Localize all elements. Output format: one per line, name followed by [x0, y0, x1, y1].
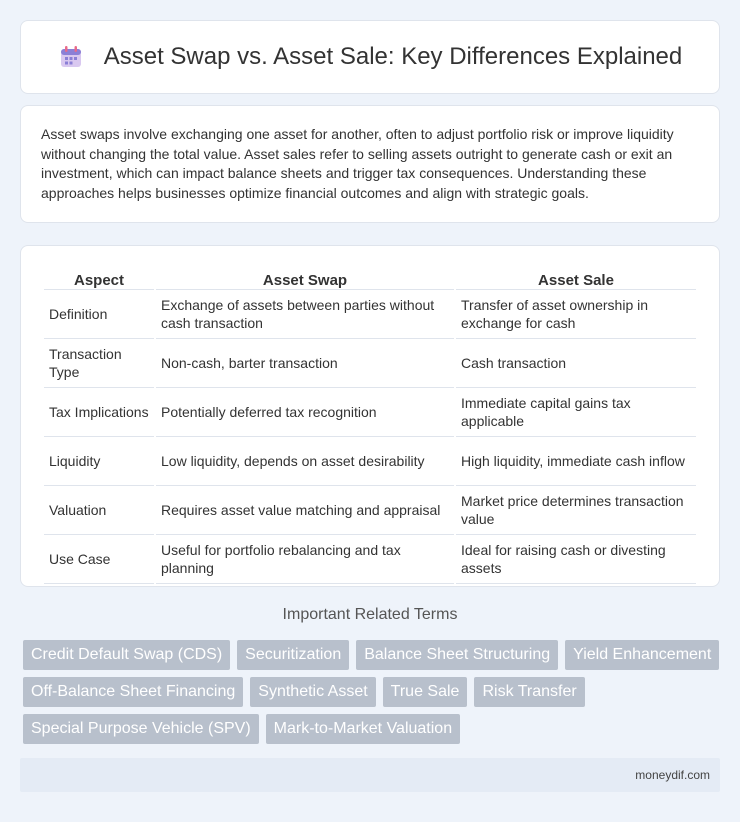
table-cell-aspect: Use Case: [44, 535, 154, 584]
title-card: [20, 20, 720, 94]
table-cell-asset-sale: High liquidity, immediate cash inflow: [456, 437, 696, 486]
comparison-table: [42, 266, 698, 584]
table-cell-asset-swap: Exchange of assets between parties without cash transaction: [156, 290, 454, 339]
table-cell-aspect: Definition: [44, 290, 154, 339]
table-row: [44, 388, 696, 437]
tag-risk-transfer[interactable]: Risk Transfer: [474, 677, 584, 707]
table-cell-asset-swap: Low liquidity, depends on asset desirability: [156, 437, 454, 486]
table-row: [44, 535, 696, 584]
table-cell-asset-swap: Useful for portfolio rebalancing and tax planning: [156, 535, 454, 584]
table-row: [44, 290, 696, 339]
tag-special-purpose-vehicle[interactable]: Special Purpose Vehicle (SPV): [23, 714, 259, 744]
table-cell-asset-sale: Immediate capital gains tax applicable: [456, 388, 696, 437]
table-cell-asset-swap: Non-cash, barter transaction: [156, 339, 454, 388]
table-cell-asset-sale: Ideal for raising cash or divesting assets: [456, 535, 696, 584]
table-row: [44, 437, 696, 486]
table-header-row: [44, 266, 696, 290]
footer-site-link[interactable]: moneydif.com: [635, 768, 710, 782]
table-cell-asset-swap: Requires asset value matching and appraisal: [156, 486, 454, 535]
related-terms-tags: [23, 640, 723, 744]
table-row: [44, 339, 696, 388]
tag-synthetic-asset[interactable]: Synthetic Asset: [250, 677, 375, 707]
tag-yield-enhancement[interactable]: Yield Enhancement: [565, 640, 719, 670]
table-cell-asset-sale: Transfer of asset ownership in exchange for cash: [456, 290, 696, 339]
comparison-table-card: [20, 245, 720, 587]
table-row: [44, 486, 696, 535]
header-asset-sale: Asset Sale: [456, 266, 696, 290]
table-cell-aspect: Transaction Type: [44, 339, 154, 388]
tag-mark-to-market-valuation[interactable]: Mark-to-Market Valuation: [266, 714, 460, 744]
table-cell-asset-sale: Cash transaction: [456, 339, 696, 388]
tag-credit-default-swap[interactable]: Credit Default Swap (CDS): [23, 640, 230, 670]
tag-off-balance-sheet-financing[interactable]: Off-Balance Sheet Financing: [23, 677, 243, 707]
header-asset-swap: Asset Swap: [156, 266, 454, 290]
calendar-icon: [58, 44, 84, 70]
intro-card: [20, 105, 720, 223]
table-cell-aspect: Valuation: [44, 486, 154, 535]
related-terms-heading: Important Related Terms: [282, 606, 458, 623]
footer: [20, 758, 720, 792]
table-cell-aspect: Liquidity: [44, 437, 154, 486]
intro-text: Asset swaps involve exchanging one asset for another, often to adjust portfolio risk or improve liquidity without changing the total value. Asset sales refer to selling assets outright to generate cash or exit an investment, which can impact balance sheets and trigger tax consequences. Understanding these approaches helps businesses optimize financial outcomes and align with strategic goals.: [41, 126, 674, 201]
tag-balance-sheet-structuring[interactable]: Balance Sheet Structuring: [356, 640, 558, 670]
header-aspect: Aspect: [44, 266, 154, 290]
page-title: Asset Swap vs. Asset Sale: Key Differences Explained: [103, 43, 683, 70]
tag-securitization[interactable]: Securitization: [237, 640, 349, 670]
tag-true-sale[interactable]: True Sale: [383, 677, 468, 707]
table-cell-asset-sale: Market price determines transaction value: [456, 486, 696, 535]
table-cell-aspect: Tax Implications: [44, 388, 154, 437]
table-cell-asset-swap: Potentially deferred tax recognition: [156, 388, 454, 437]
